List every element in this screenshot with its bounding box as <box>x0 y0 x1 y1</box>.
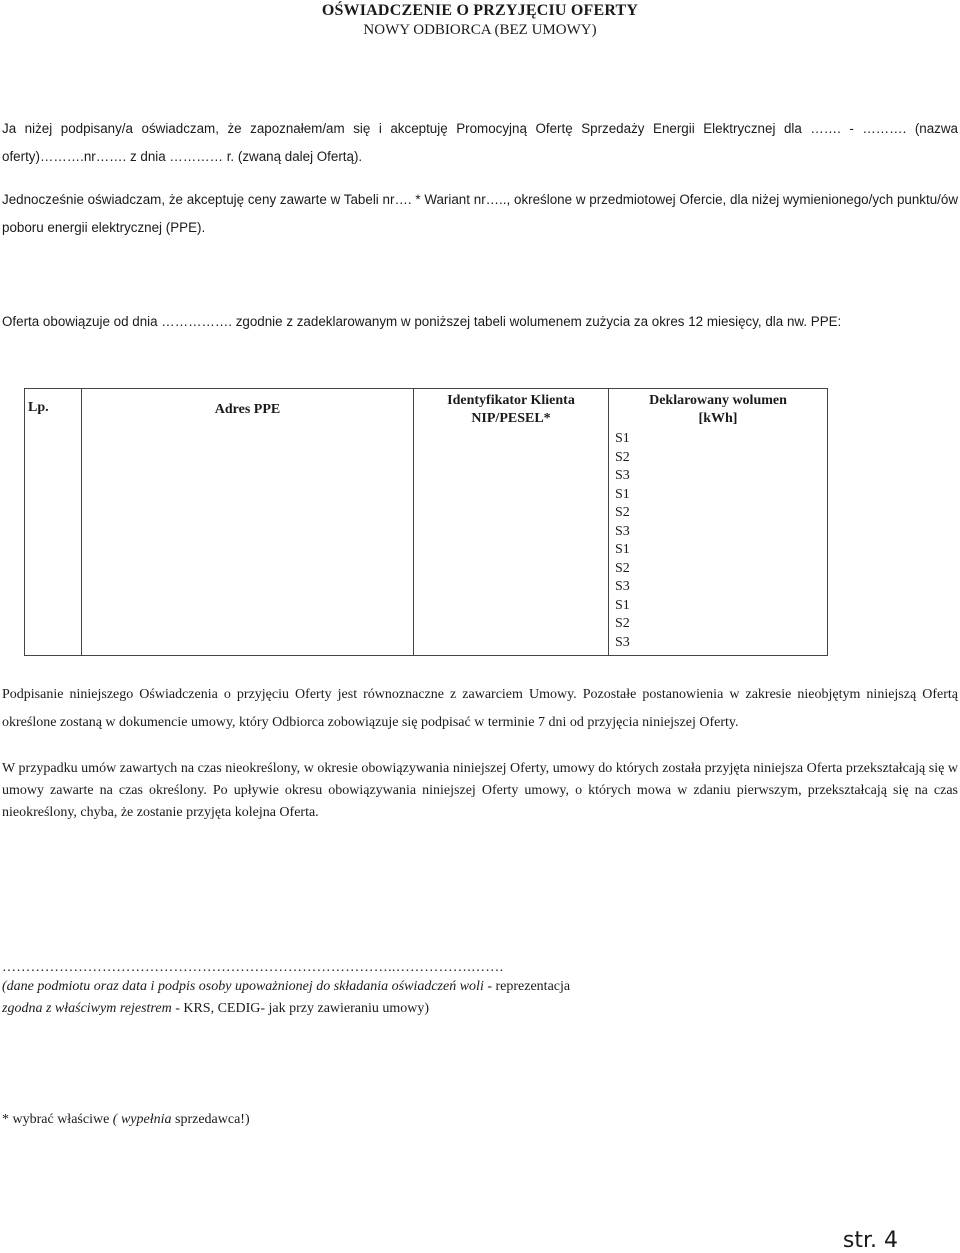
paragraph-acceptance: Ja niżej podpisany/a oświadczam, że zapoznałem/am się i akceptuję Promocyjną Ofertę Sprzedaży Energii Elektrycznej dla ……. - ………. (nazwa oferty)……….nr……. z dnia ………… r. (zwaną dalej Ofertą). <box>2 121 958 164</box>
zone-label: S3 <box>615 523 630 539</box>
col-header-address <box>82 389 414 656</box>
footnote-italic: ( wypełnia <box>112 1112 172 1127</box>
signature-caption-plain-2: - KRS, CEDIG- jak przy zawieraniu umowy) <box>171 1001 430 1016</box>
zone-label: S1 <box>615 431 630 446</box>
col-header-volume-line2: [kWh] <box>698 411 738 426</box>
signature-caption <box>2 976 570 1020</box>
zone-label: S3 <box>615 468 630 483</box>
zone-label: S1 <box>615 486 630 502</box>
signature-line: ………………………………………………………………………..…………….……. <box>2 960 504 975</box>
zone-label: S2 <box>615 505 630 520</box>
zone-label: S3 <box>615 634 630 650</box>
col-header-volume <box>609 389 828 656</box>
zone-label: S1 <box>615 542 630 557</box>
page-number: str. 4 <box>842 1228 898 1253</box>
paragraph-term: W przypadku umów zawartych na czas nieokreślony, w okresie obowiązywania niniejszej Oferty, umowy do których została przyjęta niniejsza Oferta przekształcają się w umowy zawarte na czas określony. Po upływie okresu obowiązywania niniejszej Oferty umowy, o których mowa w zdaniu pierwszym, przekształcają się na czas nieokreślony, chyba, że zostanie przyjęta kolejna Oferta. <box>2 761 958 820</box>
signature-caption-italic: (dane podmiotu oraz data i podpis osoby upoważnionej do składania oświadczeń woli <box>2 979 484 994</box>
footnote <box>2 1112 250 1128</box>
document-subtitle: NOWY ODBIORCA (BEZ UMOWY) <box>363 22 597 38</box>
col-header-client-id-line1: Identyfikator Klienta <box>447 393 575 408</box>
signature-caption-plain: - reprezentacja <box>483 979 571 994</box>
footnote-prefix: * wybrać właściwe <box>2 1112 113 1127</box>
paragraph-validity: Oferta obowiązuje od dnia ……………. zgodnie z zadeklarowanym w poniższej tabeli wolumenem zużycia za okres 12 miesięcy, dla nw. PPE: <box>2 314 842 329</box>
col-header-client-id <box>414 389 609 656</box>
document-title: OŚWIADCZENIE O PRZYJĘCIU OFERTY <box>321 2 639 19</box>
col-header-address-label: Adres PPE <box>214 402 281 417</box>
ppe-table-row <box>25 389 828 656</box>
signature-caption-italic-2: zgodna z właściwym rejestrem <box>2 1001 172 1016</box>
footnote-suffix: sprzedawca!) <box>171 1112 250 1127</box>
paragraph-prices: Jednocześnie oświadczam, że akceptuję ceny zawarte w Tabeli nr…. * Wariant nr….., określone w przedmiotowej Ofercie, dla niżej wymienionego/ych punktu/ów poboru energii elektrycznej (PPE). <box>2 192 958 235</box>
zone-label: S2 <box>615 616 630 631</box>
col-header-volume-line1: Deklarowany wolumen <box>649 393 787 408</box>
col-header-lp-label: Lp. <box>28 400 49 415</box>
zone-label: S2 <box>615 560 630 576</box>
zone-label: S1 <box>615 597 630 613</box>
col-header-lp <box>25 389 82 656</box>
zone-label: S3 <box>615 579 630 594</box>
col-header-client-id-line2: NIP/PESEL* <box>471 411 551 426</box>
zone-label: S2 <box>615 449 630 465</box>
paragraph-signing: Podpisanie niniejszego Oświadczenia o przyjęciu Oferty jest równoznaczne z zawarciem Umowy. Pozostałe postanowienia w zakresie nieobjętym niniejszą Ofertą określone zostaną w dokumencie umowy, który Odbiorca zobowiązuje się podpisać w terminie 7 dni od przyjęcia niniejszej Oferty. <box>2 687 958 730</box>
ppe-table <box>24 388 828 656</box>
